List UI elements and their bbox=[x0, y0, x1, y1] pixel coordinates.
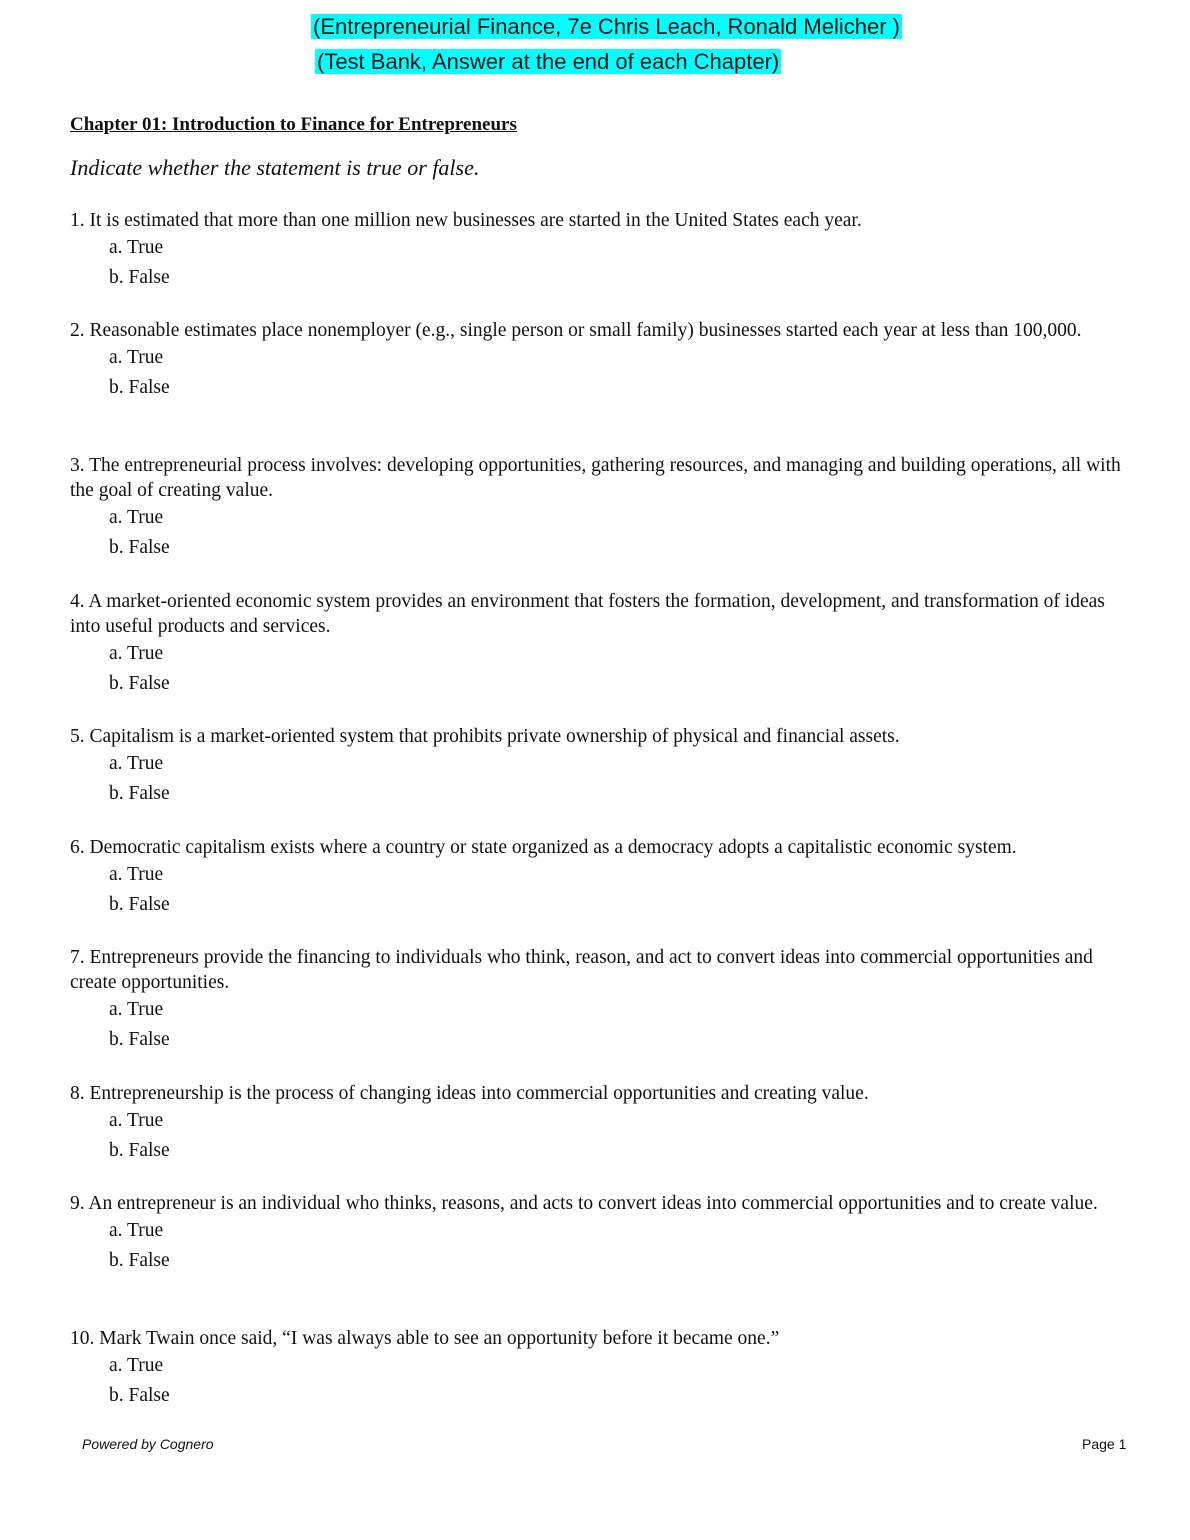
option-true: a. True bbox=[109, 507, 164, 528]
header-line-2-text: (Test Bank, Answer at the end of each Chapter) bbox=[317, 49, 780, 74]
header-line-1-text: (Entrepreneurial Finance, 7e Chris Leach, Ronald Melicher ) bbox=[313, 14, 900, 39]
question-10 bbox=[70, 1326, 1130, 1411]
question-text: 9. An entrepreneur is an individual who thinks, reasons, and acts to convert ideas into commercial opportunities and to create value. bbox=[70, 1193, 1098, 1214]
question-text: 2. Reasonable estimates place nonemployer (e.g., single person or small family) businesses started each year at less than 100,000. bbox=[70, 320, 1082, 341]
option-true: a. True bbox=[109, 1220, 164, 1241]
option-true: a. True bbox=[109, 1110, 164, 1131]
header-line-2 bbox=[315, 49, 781, 75]
option-true: a. True bbox=[109, 643, 164, 664]
option-false: b. False bbox=[109, 1140, 170, 1161]
question-text: 8. Entrepreneurship is the process of changing ideas into commercial opportunities and creating value. bbox=[70, 1083, 869, 1104]
option-true: a. True bbox=[109, 864, 164, 885]
option-true: a. True bbox=[109, 237, 164, 258]
question-7 bbox=[70, 945, 1130, 1055]
page-number: Page 1 bbox=[1082, 1436, 1127, 1452]
option-false: b. False bbox=[109, 1029, 170, 1050]
header-line-1 bbox=[311, 14, 902, 40]
question-6 bbox=[70, 835, 1130, 920]
question-4 bbox=[70, 589, 1130, 699]
option-true: a. True bbox=[109, 1355, 164, 1376]
option-false: b. False bbox=[109, 1385, 170, 1406]
option-false: b. False bbox=[109, 783, 170, 804]
option-false: b. False bbox=[109, 1250, 170, 1271]
chapter-title: Chapter 01: Introduction to Finance for Entrepreneurs bbox=[70, 114, 517, 135]
question-3 bbox=[70, 453, 1130, 563]
option-true: a. True bbox=[109, 347, 164, 368]
question-text: 3. The entrepreneurial process involves: developing opportunities, gathering resources, and managing and building operations, all with the goal of creating value. bbox=[70, 455, 1121, 501]
question-1 bbox=[70, 208, 1130, 293]
question-text: 4. A market-oriented economic system provides an environment that fosters the formation, development, and transformation of ideas into useful products and services. bbox=[70, 591, 1105, 637]
option-false: b. False bbox=[109, 377, 170, 398]
question-text: 10. Mark Twain once said, “I was always able to see an opportunity before it became one.” bbox=[70, 1328, 780, 1349]
option-true: a. True bbox=[109, 753, 164, 774]
instruction-text: Indicate whether the statement is true or false. bbox=[70, 155, 480, 180]
question-text: 7. Entrepreneurs provide the financing to individuals who think, reason, and act to convert ideas into commercial opportunities and create opportunities. bbox=[70, 947, 1093, 993]
question-9 bbox=[70, 1191, 1130, 1276]
option-false: b. False bbox=[109, 894, 170, 915]
question-text: 6. Democratic capitalism exists where a country or state organized as a democracy adopts a capitalistic economic system. bbox=[70, 837, 1017, 858]
option-false: b. False bbox=[109, 267, 170, 288]
question-text: 5. Capitalism is a market-oriented system that prohibits private ownership of physical and financial assets. bbox=[70, 726, 900, 747]
option-true: a. True bbox=[109, 999, 164, 1020]
question-8 bbox=[70, 1081, 1130, 1166]
option-false: b. False bbox=[109, 537, 170, 558]
question-text: 1. It is estimated that more than one million new businesses are started in the United States each year. bbox=[70, 210, 862, 231]
powered-by-footer: Powered by Cognero bbox=[82, 1436, 214, 1452]
question-5 bbox=[70, 724, 1130, 809]
question-2 bbox=[70, 318, 1130, 403]
option-false: b. False bbox=[109, 673, 170, 694]
